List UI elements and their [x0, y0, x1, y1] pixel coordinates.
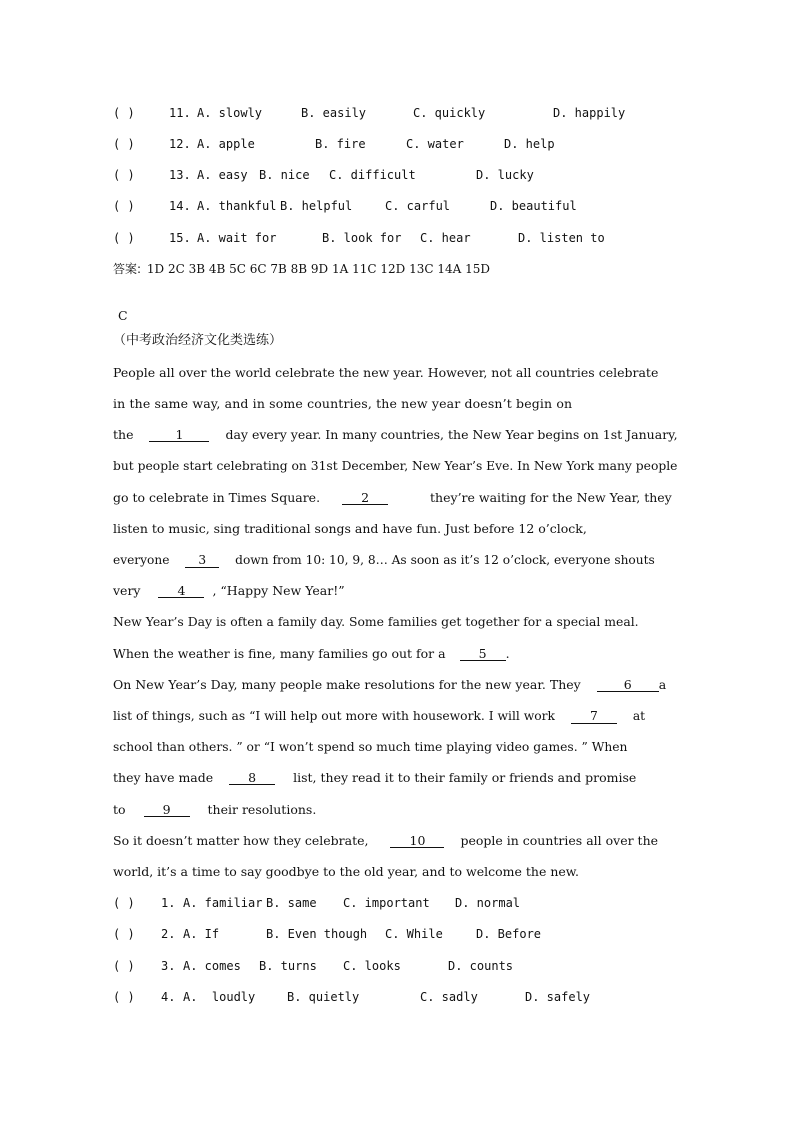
option-d: D. safely	[525, 990, 591, 1004]
option-a: A. comes	[183, 959, 241, 973]
section-subtitle: （中考政治经济文化类选练）	[113, 333, 283, 348]
option-d: D. beautiful	[490, 199, 577, 213]
question-number: 13.	[169, 168, 191, 182]
option-b: B. fire	[315, 137, 366, 151]
question-number: 14.	[169, 199, 191, 213]
passage-line	[113, 396, 683, 412]
passage-line	[113, 864, 683, 880]
option-c: C. difficult	[329, 168, 416, 182]
passage-text: very	[113, 583, 141, 598]
blank-1: 1	[149, 428, 209, 442]
passage-text: On New Year’s Day, many people make resolutions for the new year. They	[113, 677, 581, 692]
passage-line	[113, 427, 683, 443]
option-a: A. If	[183, 927, 220, 941]
answer-parentheses: ( )	[113, 231, 135, 245]
question-number: 11.	[169, 106, 191, 120]
passage-text: in the same way, and in some countries, the new year doesn’t begin on	[113, 396, 573, 411]
answer-parentheses: ( )	[113, 137, 135, 151]
blank-2: 2	[342, 491, 388, 505]
passage-line	[113, 646, 683, 662]
option-a: A. familiar	[183, 896, 263, 910]
option-a: A. thankful	[197, 199, 277, 213]
passage-text: the	[113, 427, 134, 442]
passage-line	[113, 833, 683, 849]
option-b: B. quietly	[287, 990, 360, 1004]
option-c: C. water	[406, 137, 464, 151]
option-b: B. nice	[259, 168, 310, 182]
passage-text: their resolutions.	[207, 802, 317, 817]
passage-line	[113, 677, 683, 693]
passage-line	[113, 583, 683, 599]
passage-line	[113, 365, 683, 381]
answer-parentheses: ( )	[113, 990, 135, 1004]
option-b: B. look for	[322, 231, 402, 245]
passage-text: they’re waiting for the New Year, they	[430, 490, 672, 505]
passage-line	[113, 521, 683, 537]
passage-text: When the weather is fine, many families go out for a	[113, 646, 446, 661]
option-d: D. normal	[455, 896, 521, 910]
option-d: D. happily	[553, 106, 626, 120]
answer-parentheses: ( )	[113, 168, 135, 182]
blank-7: 7	[571, 710, 617, 724]
answer-parentheses: ( )	[113, 106, 135, 120]
passage-text: So it doesn’t matter how they celebrate,	[113, 833, 369, 848]
blank-5: 5	[460, 647, 506, 661]
passage-text: but people start celebrating on 31st December, New Year’s Eve. In New York many people	[113, 459, 678, 473]
passage-line	[113, 552, 683, 568]
passage-line	[113, 802, 683, 818]
passage-text: go to celebrate in Times Square.	[113, 490, 321, 505]
answer-parentheses: ( )	[113, 927, 135, 941]
passage-line	[113, 490, 683, 506]
passage-text: people in countries all over the	[460, 833, 659, 848]
option-d: D. counts	[448, 959, 514, 973]
passage-text: day every year. In many countries, the New Year begins on 1st January,	[225, 427, 678, 442]
blank-10: 10	[390, 834, 444, 848]
question-number: 12.	[169, 137, 191, 151]
option-b: B. Even though	[266, 927, 368, 941]
passage-text: listen to music, sing traditional songs and have fun. Just before 12 o’clock,	[113, 521, 587, 536]
answer-parentheses: ( )	[113, 199, 135, 213]
option-b: B. helpful	[280, 199, 353, 213]
passage-line	[113, 614, 683, 630]
option-c: C. While	[385, 927, 443, 941]
answer-parentheses: ( )	[113, 896, 135, 910]
passage-text: list, they read it to their family or friends and promise	[293, 770, 637, 785]
passage-text: at	[632, 709, 646, 723]
passage-text: school than others. ” or “I won’t spend so much time playing video games. ” When	[113, 740, 628, 754]
blank-3: 3	[185, 554, 219, 568]
option-c: C. hear	[420, 231, 471, 245]
option-d: D. lucky	[476, 168, 534, 182]
passage-line	[113, 708, 683, 724]
passage-text: New Year’s Day is often a family day. Some families get together for a special meal.	[113, 614, 639, 629]
option-a: A. loudly	[183, 990, 256, 1004]
passage-text: , “Happy New Year!”	[212, 583, 345, 598]
question-number: 4.	[161, 990, 176, 1004]
question-number: 2.	[161, 927, 176, 941]
option-b: B. easily	[301, 106, 367, 120]
answer-key-text: 1D 2C 3B 4B 5C 6C 7B 8B 9D 1A 11C 12D 13C 14A 15D	[146, 262, 490, 276]
blank-9: 9	[144, 803, 190, 817]
option-a: A. easy	[197, 168, 248, 182]
option-d: D. Before	[476, 927, 542, 941]
option-c: C. looks	[343, 959, 401, 973]
option-b: B. same	[266, 896, 317, 910]
option-a: A. apple	[197, 137, 255, 151]
section-letter: C	[118, 308, 128, 323]
passage-text: .	[505, 646, 510, 661]
passage-line	[113, 458, 683, 474]
blank-6: 6	[597, 678, 659, 692]
answer-key-label: 答案:	[113, 262, 142, 276]
option-d: D. listen to	[518, 231, 605, 245]
answer-parentheses: ( )	[113, 959, 135, 973]
passage-text: list of things, such as “I will help out more with housework. I will work	[113, 709, 555, 723]
option-b: B. turns	[259, 959, 317, 973]
option-d: D. help	[504, 137, 555, 151]
passage-line	[113, 739, 683, 755]
option-a: A. slowly	[197, 106, 263, 120]
question-number: 1.	[161, 896, 176, 910]
passage-text: People all over the world celebrate the new year. However, not all countries celebrate	[113, 365, 659, 380]
passage-text: down from 10: 10, 9, 8… As soon as it’s 12 o’clock, everyone shouts	[235, 553, 655, 567]
question-number: 3.	[161, 959, 176, 973]
option-c: C. important	[343, 896, 430, 910]
blank-8: 8	[229, 771, 275, 785]
passage-text: world, it’s a time to say goodbye to the old year, and to welcome the new.	[113, 864, 579, 879]
passage-text: everyone	[113, 553, 170, 567]
passage-line	[113, 770, 683, 786]
passage-text: a	[658, 677, 667, 692]
passage-text: to	[113, 802, 126, 817]
option-c: C. carful	[385, 199, 451, 213]
answer-key	[113, 261, 683, 277]
passage-text: they have made	[113, 770, 214, 785]
question-number: 15.	[169, 231, 191, 245]
blank-4: 4	[158, 584, 204, 598]
option-c: C. quickly	[413, 106, 486, 120]
option-a: A. wait for	[197, 231, 277, 245]
option-c: C. sadly	[420, 990, 478, 1004]
